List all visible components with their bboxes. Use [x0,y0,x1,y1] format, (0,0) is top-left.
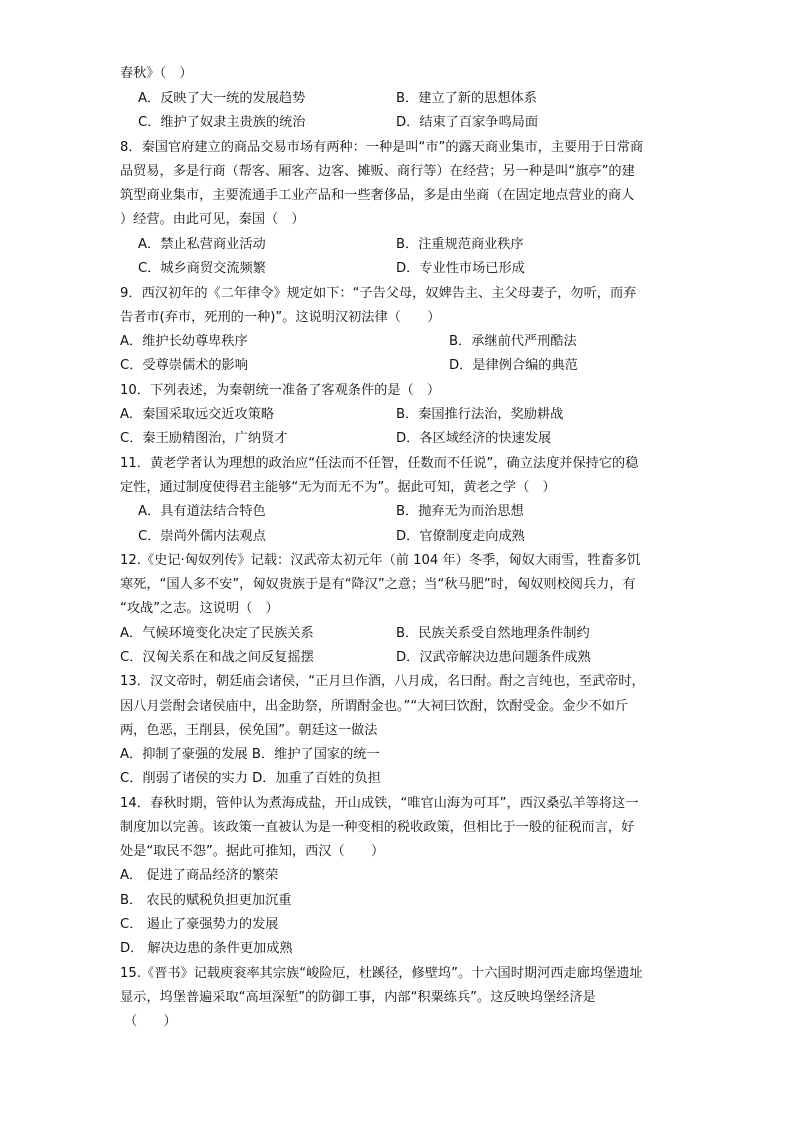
q11-option-c: C．崇尚外儒内法观点 [138,529,266,544]
q7-stem-end: 春秋》（ ） [120,66,193,81]
q9-option-c: C．受尊崇儒术的影响 [120,358,248,373]
q10-options-row1 [120,405,680,425]
q9-stem-line1: 9．西汉初年的《二年律令》规定如下：“子告父母，奴婢告主、主父母妻子，勿听，而弃 [120,286,637,301]
q8-options-row2 [138,259,698,279]
q8-option-b: B．注重规范商业秩序 [396,237,524,252]
q9-stem-line2: 告者市(弃市，死刑的一种)”。这说明汉初法律（ ） [120,310,441,325]
q10-option-b: B．秦国推行法治，奖励耕战 [396,407,564,422]
q12-option-b: B．民族关系受自然地理条件制约 [396,626,590,641]
q14-stem-line3: 处是“取民不怨”。据此可推知，西汉（ ） [120,844,385,859]
q14-option-d: D． 解决边患的条件更加成熟 [120,941,293,956]
q9-options-row1 [120,332,680,352]
q7-option-d: D．结束了百家争鸣局面 [396,115,539,130]
q9-option-d: D．是律例合编的典范 [449,358,578,373]
q7-option-a: A．反映了大一统的发展趋势 [138,91,306,106]
q12-option-a: A．气候环境变化决定了民族关系 [120,626,314,641]
q10-stem: 10．下列表述，为秦朝统一准备了客观条件的是（ ） [120,383,441,398]
q14-stem-line1: 14．春秋时期，管仲认为煮海成盐，开山成铁，“唯官山海为可耳”，西汉桑弘羊等将这一 [120,796,639,811]
q9-option-a: A．维护长幼尊卑秩序 [120,334,248,349]
q13-stem-line1: 13．汉文帝时，朝廷庙会诸侯，“正月旦作酒，八月成，名曰酎。酎之言纯也，至武帝时， [120,674,645,689]
q8-stem-line4: ）经营。由此可见，秦国（ ） [120,212,305,227]
q14-option-c: C． 遏止了豪强势力的发展 [120,917,279,932]
q7-option-b: B．建立了新的思想体系 [396,91,537,106]
q12-stem-line1: 12.《史记·匈奴列传》记载：汉武帝太初元年（前 104 年）冬季，匈奴大雨雪，牲畜多饥 [120,553,641,568]
q8-options-row1 [138,235,698,255]
q7-options-row2 [138,113,698,133]
q14-option-a: A． 促进了商品经济的繁荣 [120,868,279,883]
q11-option-b: B．抛弃无为而治思想 [396,504,524,519]
q11-option-a: A．具有道法结合特色 [138,504,266,519]
q12-option-d: D．汉武帝解决边患问题条件成熟 [396,650,591,665]
q13-options-ab: A．抑制了豪强的发展 B．维护了国家的统一 [120,747,380,762]
q15-stem-line2: 显示，坞堡普遍采取“高垣深堑”的防御工事，内部“积粟练兵”。这反映坞堡经济是 [120,990,596,1005]
q10-option-d: D．各区域经济的快速发展 [396,431,552,446]
q10-option-a: A．秦国采取远交近攻策略 [120,407,275,422]
q11-option-d: D．官僚制度走向成熟 [396,529,525,544]
q8-option-c: C．城乡商贸交流频繁 [138,261,266,276]
q9-option-b: B．承继前代严刑酷法 [449,334,577,349]
q15-answer-blank: （ ） [124,1014,177,1029]
q13-options-cd: C．削弱了诸侯的实力 D．加重了百姓的负担 [120,771,381,786]
q14-option-b: B． 农民的赋税负担更加沉重 [120,893,292,908]
q15-stem-line1: 15.《晋书》记载庾衮率其宗族“峻险厄，杜蹊径，修壁坞”。十六国时期河西走廊坞堡遗址 [120,966,643,981]
q8-stem-line1: 8．秦国官府建立的商品交易市场有两种：一种是叫“市”的露天商业集市，主要用于日常商 [120,140,644,155]
q8-stem-line2: 品贸易，多是行商（帮客、厢客、边客、摊贩、商行等）在经营；另一种是叫“旗亭”的建 [120,164,635,179]
q13-stem-line3: 两，色恶，王削县，侯免国”。朝廷这一做法 [120,723,378,738]
q11-stem-line1: 11．黄老学者认为理想的政治应“任法而不任智，任数而不任说”，确立法度并保持它的稳 [120,456,639,471]
q12-option-c: C．汉匈关系在和战之间反复摇摆 [120,650,314,665]
q12-stem-line2: 寒死，“国人多不安”，匈奴贵族于是有“降汉”之意；当“秋马肥”时，匈奴则校阅兵力，有 [120,577,636,592]
q14-stem-line2: 制度加以完善。该政策一直被认为是一种变相的税收政策，但相比于一般的征税而言，好 [120,820,635,835]
q8-stem-line3: 筑型商业集市，主要流通手工业产品和一些奢侈品，多是由坐商（在固定地点营业的商人 [120,188,635,203]
q10-option-c: C．秦王励精图治，广纳贤才 [120,431,288,446]
q11-options-row2 [138,527,698,547]
q7-options-row1 [138,89,698,109]
q11-stem-line2: 定性，通过制度使得君主能够“无为而无不为”。据此可知，黄老之学（ ） [120,480,556,495]
q8-option-d: D．专业性市场已形成 [396,261,525,276]
q10-options-row2 [120,429,680,449]
q11-options-row1 [138,502,698,522]
q8-option-a: A．禁止私营商业活动 [138,237,266,252]
q12-stem-line3: “攻战”之志。这说明（ ） [120,601,279,616]
q7-option-c: C．维护了奴隶主贵族的统治 [138,115,306,130]
q13-stem-line2: 因八月尝酎会诸侯庙中，出金助祭，所谓酎金也。”“大祠曰饮酎，饮酎受金。金少不如斤 [120,699,629,714]
q12-options-row1 [120,624,680,644]
q12-options-row2 [120,648,680,668]
q9-options-row2 [120,356,680,376]
